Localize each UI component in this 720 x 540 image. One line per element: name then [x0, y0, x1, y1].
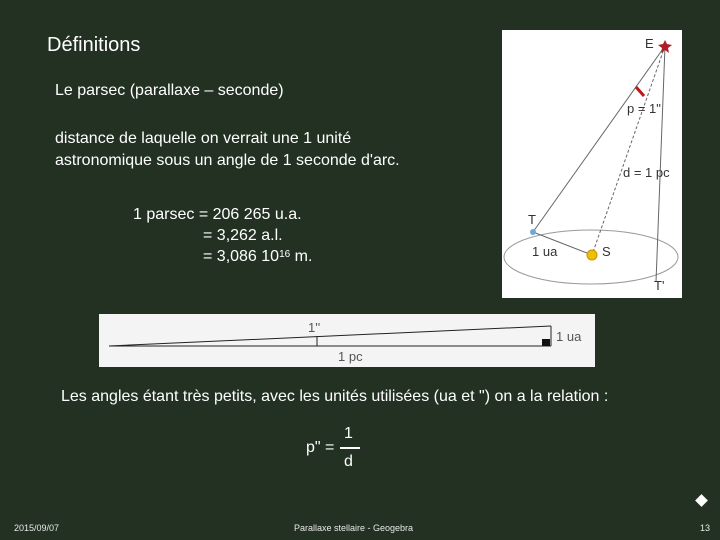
distance-line [592, 46, 665, 255]
equivalence-au: = 206 265 u.a. [198, 206, 302, 223]
nav-diamond-icon[interactable] [695, 494, 708, 507]
label-1ua-strip: 1 ua [556, 329, 582, 344]
slide-title: Définitions [47, 34, 141, 56]
definition-text [55, 128, 400, 172]
definition-line-1: distance de laquelle on verrait une 1 unité [55, 130, 352, 147]
parsec-triangle-diagram [99, 314, 595, 367]
earth-icon [530, 229, 536, 235]
label-p: p = 1" [627, 101, 661, 116]
definition-line-2: astronomique sous un angle de 1 seconde d'arc. [55, 152, 400, 169]
footer-title: Parallaxe stellaire - Geogebra [294, 523, 414, 533]
label-T: T [528, 212, 536, 227]
definition-heading: Le parsec (parallaxe – seconde) [55, 82, 284, 99]
equivalence-row-1 [133, 204, 302, 225]
relation-text: Les angles étant très petits, avec les unités utilisées (ua et ") on a la relation : [61, 388, 609, 405]
label-S: S [602, 244, 611, 259]
label-1ua: 1 ua [532, 244, 558, 259]
footer-date: 2015/09/07 [14, 523, 60, 533]
equivalence-m-prefix: = 3,086 10 [203, 248, 280, 265]
sightline-T [533, 46, 665, 232]
triangle-hypotenuse [109, 326, 551, 346]
parsec-triangle-svg [99, 314, 595, 367]
label-E: E [645, 36, 654, 51]
right-angle-marker [542, 339, 550, 346]
equivalence-m [203, 246, 312, 267]
equivalence-lhs: 1 parsec [133, 206, 195, 223]
equivalence-ly: = 3,262 a.l. [203, 227, 283, 244]
equivalence-m-exponent: 16 [279, 249, 291, 260]
equivalence-m-suffix: m. [290, 248, 313, 265]
parallax-arc [636, 87, 644, 96]
label-1-second: 1'' [308, 320, 321, 335]
label-1pc: 1 pc [338, 349, 363, 364]
label-Tprime: T' [654, 278, 665, 293]
parallax-diagram [502, 30, 682, 298]
footer-page-number: 13 [700, 523, 711, 533]
formula-lhs: p" = [306, 439, 335, 456]
formula-numerator: 1 [344, 425, 353, 442]
formula-denominator: d [344, 453, 353, 470]
fraction-bar [340, 447, 360, 449]
sightline-Tprime [656, 46, 665, 282]
parallax-formula [306, 425, 366, 475]
sun-icon [587, 250, 597, 260]
parallax-diagram-svg [502, 30, 682, 298]
label-d: d = 1 pc [623, 165, 670, 180]
